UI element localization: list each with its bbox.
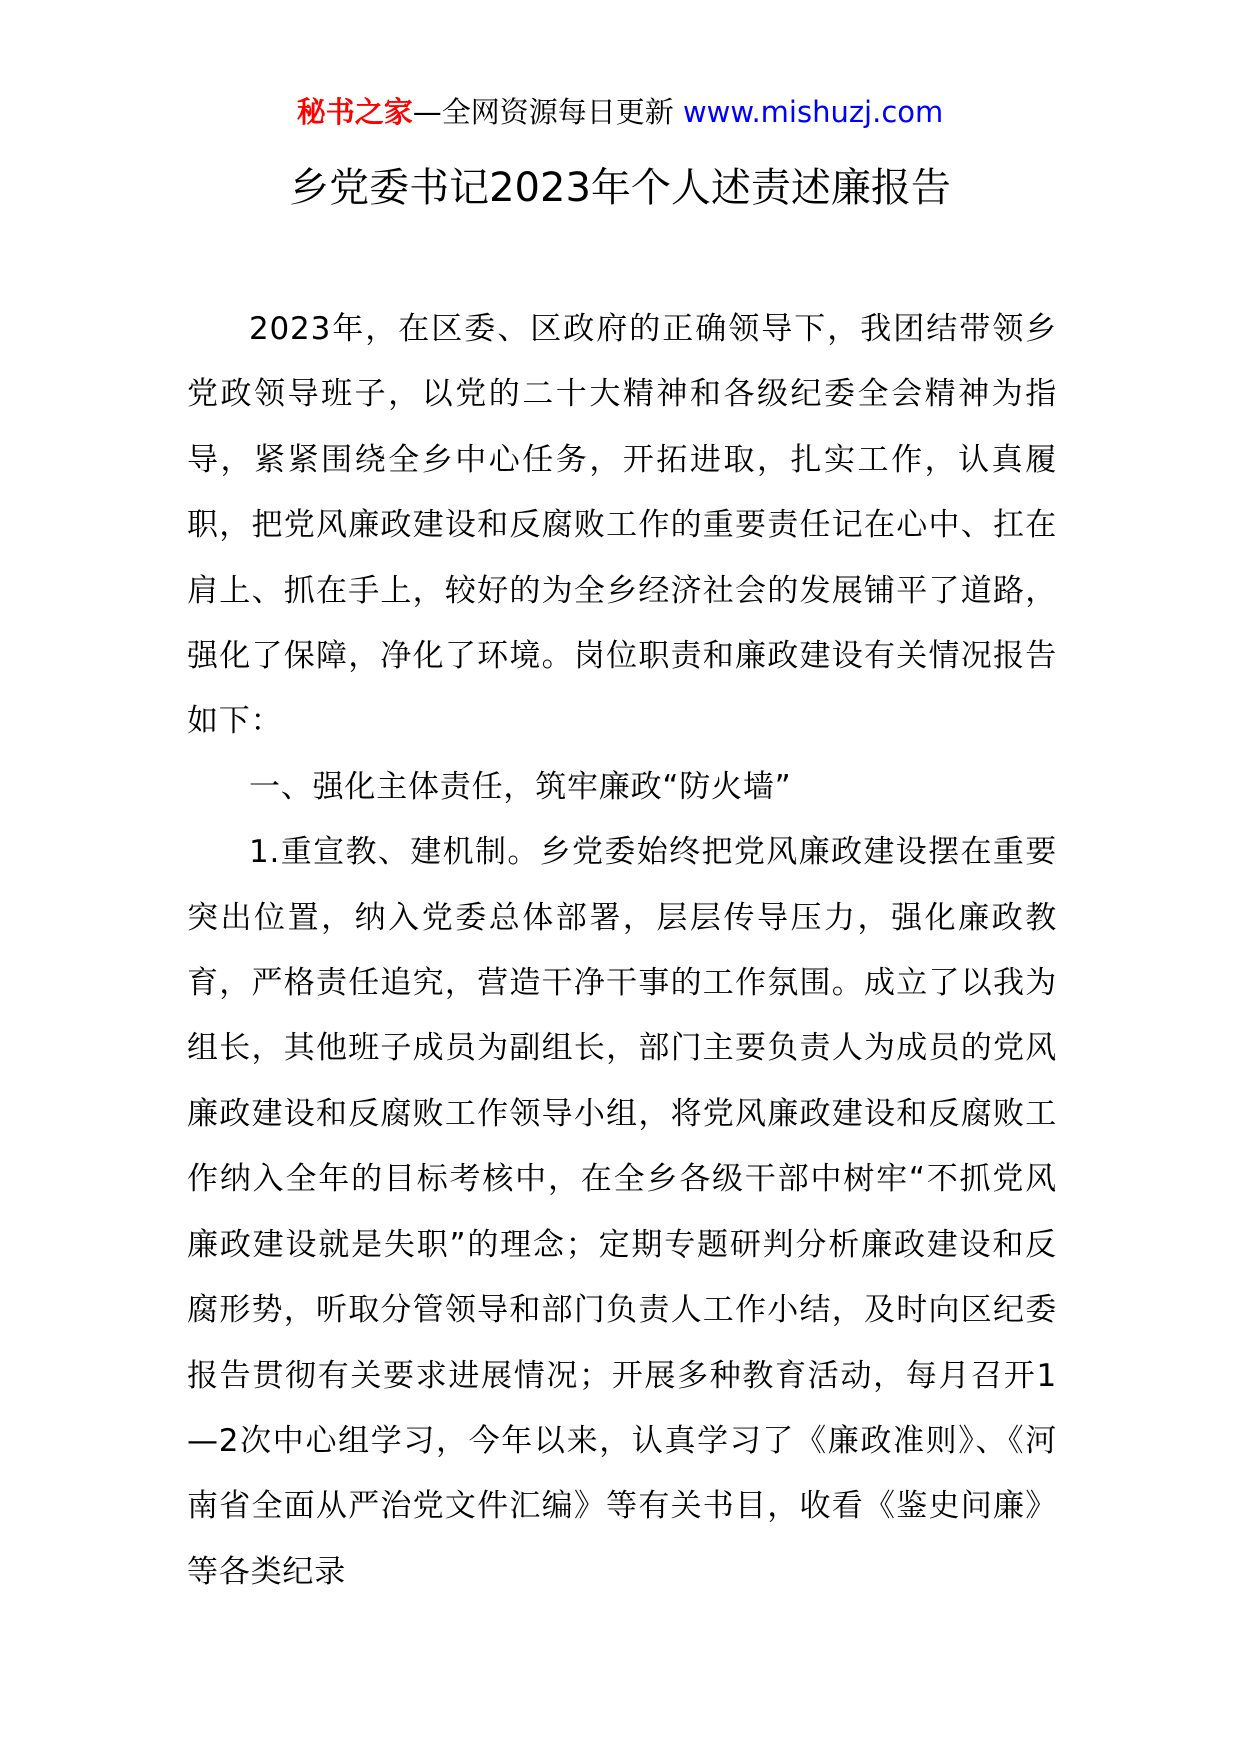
brand-name: 秘书之家 [296, 95, 413, 129]
intro-paragraph: 2023年，在区委、区政府的正确领导下，我团结带领乡党政领导班子，以党的二十大精神和各级纪委全会精神为指导，紧紧围绕全乡中心任务，开拓进取，扎实工作，认真履职，把党风廉政建设和反腐败工作的重要责任记在心中、扛在肩上、抓在手上，较好的为全乡经济社会的发展铺平了道路，强化了保障，净化了环境。岗位职责和廉政建设有关情况报告如下： [187, 311, 1057, 740]
document-title: 乡党委书记2023年个人述责述廉报告 [289, 165, 951, 211]
document-body [187, 297, 1057, 1605]
banner-slogan: —全网资源每日更新 [412, 95, 683, 129]
site-banner [0, 92, 1240, 132]
body-paragraph: 1.重宣教、建机制。乡党委始终把党风廉政建设摆在重要突出位置，纳入党委总体部署，层层传导压力，强化廉政教育，严格责任追究，营造干净干事的工作氛围。成立了以我为组长，其他班子成员为副组长，部门主要负责人为成员的党风廉政建设和反腐败工作领导小组，将党风廉政建设和反腐败工作纳入全年的目标考核中，在全乡各级干部中树牢“不抓党风廉政建设就是失职”的理念；定期专题研判分析廉政建设和反腐形势，听取分管领导和部门负责人工作小结，及时向区纪委报告贯彻有关要求进展情况；开展多种教育活动，每月召开1—2次中心组学习，今年以来，认真学习了《廉政准则》、《河南省全面从严治党文件汇编》等有关书目，收看《鉴史问廉》等各类纪录 [187, 834, 1057, 1590]
section-heading: 一、强化主体责任，筑牢廉政“防火墙” [249, 768, 792, 805]
site-url-link[interactable]: www.mishuzj.com [682, 95, 944, 129]
